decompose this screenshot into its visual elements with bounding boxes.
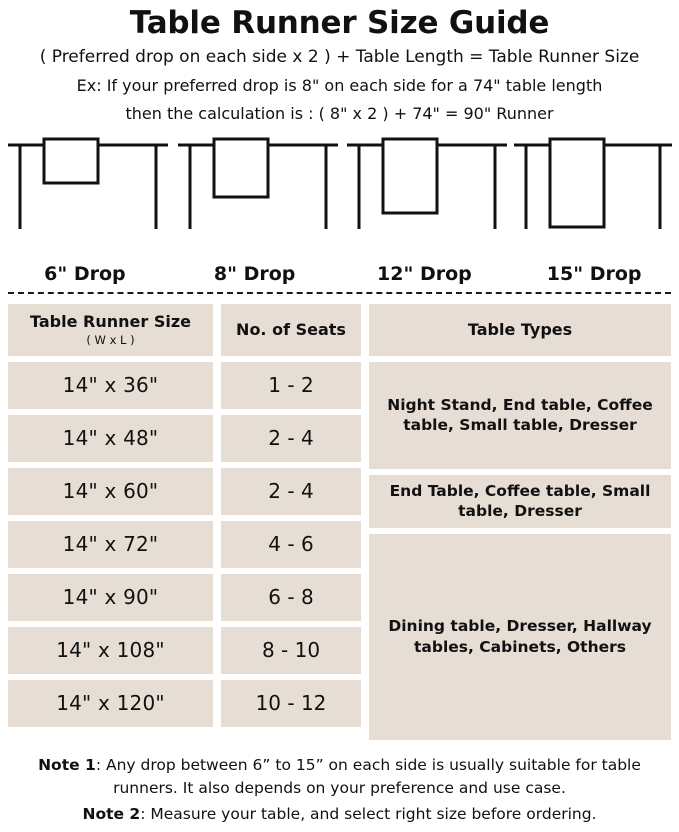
column-header-seats-label: No. of Seats xyxy=(236,319,346,339)
table-row: 8 - 10 xyxy=(221,627,361,674)
table-row: 1 - 2 xyxy=(221,362,361,409)
table-row: 14" x 90" xyxy=(8,574,213,621)
table-illustration-8in xyxy=(178,139,338,229)
table-row: Dining table, Dresser, Hallway tables, Cabinets, Others xyxy=(369,534,671,740)
size-table xyxy=(8,304,671,740)
column-header-runner-size-label: Table Runner Size xyxy=(30,312,191,332)
note-2-label: Note 2 xyxy=(82,805,141,824)
table-row: 6 - 8 xyxy=(221,574,361,621)
table-row: 14" x 36" xyxy=(8,362,213,409)
example-line-2: then the calculation is : ( 8" x 2 ) + 74" = 90" Runner xyxy=(125,103,554,123)
example-line-1: Ex: If your preferred drop is 8" on each side for a 74" table length xyxy=(76,75,603,95)
drop-label-12in: 12" Drop xyxy=(377,262,472,285)
note-2 xyxy=(10,803,669,826)
table-row: 14" x 72" xyxy=(8,521,213,568)
table-illustration-12in xyxy=(347,139,507,229)
drop-label-6in: 6" Drop xyxy=(44,262,126,285)
column-header-runner-size-sub: ( W x L ) xyxy=(86,332,135,347)
column-header-seats xyxy=(221,304,361,356)
note-2-text: : Measure your table, and select right size before ordering. xyxy=(140,805,597,824)
page-title: Table Runner Size Guide xyxy=(129,5,550,41)
table-row: 14" x 48" xyxy=(8,415,213,462)
column-seats xyxy=(221,304,361,727)
notes-section xyxy=(10,754,669,827)
drop-label-row xyxy=(0,263,679,285)
table-row: 14" x 60" xyxy=(8,468,213,515)
drop-label-15in: 15" Drop xyxy=(546,262,642,285)
table-row: 4 - 6 xyxy=(221,521,361,568)
column-runner-size xyxy=(8,304,213,727)
drop-illustrations xyxy=(0,133,679,263)
note-1-label: Note 1 xyxy=(38,755,96,774)
table-illustration-6in xyxy=(8,139,168,263)
table-row: Night Stand, End table, Coffee table, Small table, Dresser xyxy=(369,362,671,469)
drop-label-8in: 8" Drop xyxy=(213,262,296,285)
table-row: 14" x 108" xyxy=(8,627,213,674)
formula-text: ( Preferred drop on each side x 2 ) + Table Length = Table Runner Size xyxy=(39,46,640,67)
column-table-types xyxy=(369,304,671,740)
size-guide-page xyxy=(0,6,679,832)
column-header-table-types xyxy=(369,304,671,356)
table-illustration-15in xyxy=(514,139,672,229)
table-row: 10 - 12 xyxy=(221,680,361,727)
table-row: 14" x 120" xyxy=(8,680,213,727)
table-row: 2 - 4 xyxy=(221,468,361,515)
column-header-table-types-label: Table Types xyxy=(467,319,573,339)
dashed-divider xyxy=(8,292,671,294)
column-header-runner-size xyxy=(8,304,213,356)
note-1-text: : Any drop between 6” to 15” on each side is usually suitable for table runners. It also depends on your preference and use case. xyxy=(95,755,641,798)
table-row: End Table, Coffee table, Small table, Dresser xyxy=(369,475,671,528)
table-row: 2 - 4 xyxy=(221,415,361,462)
note-1 xyxy=(10,754,669,801)
